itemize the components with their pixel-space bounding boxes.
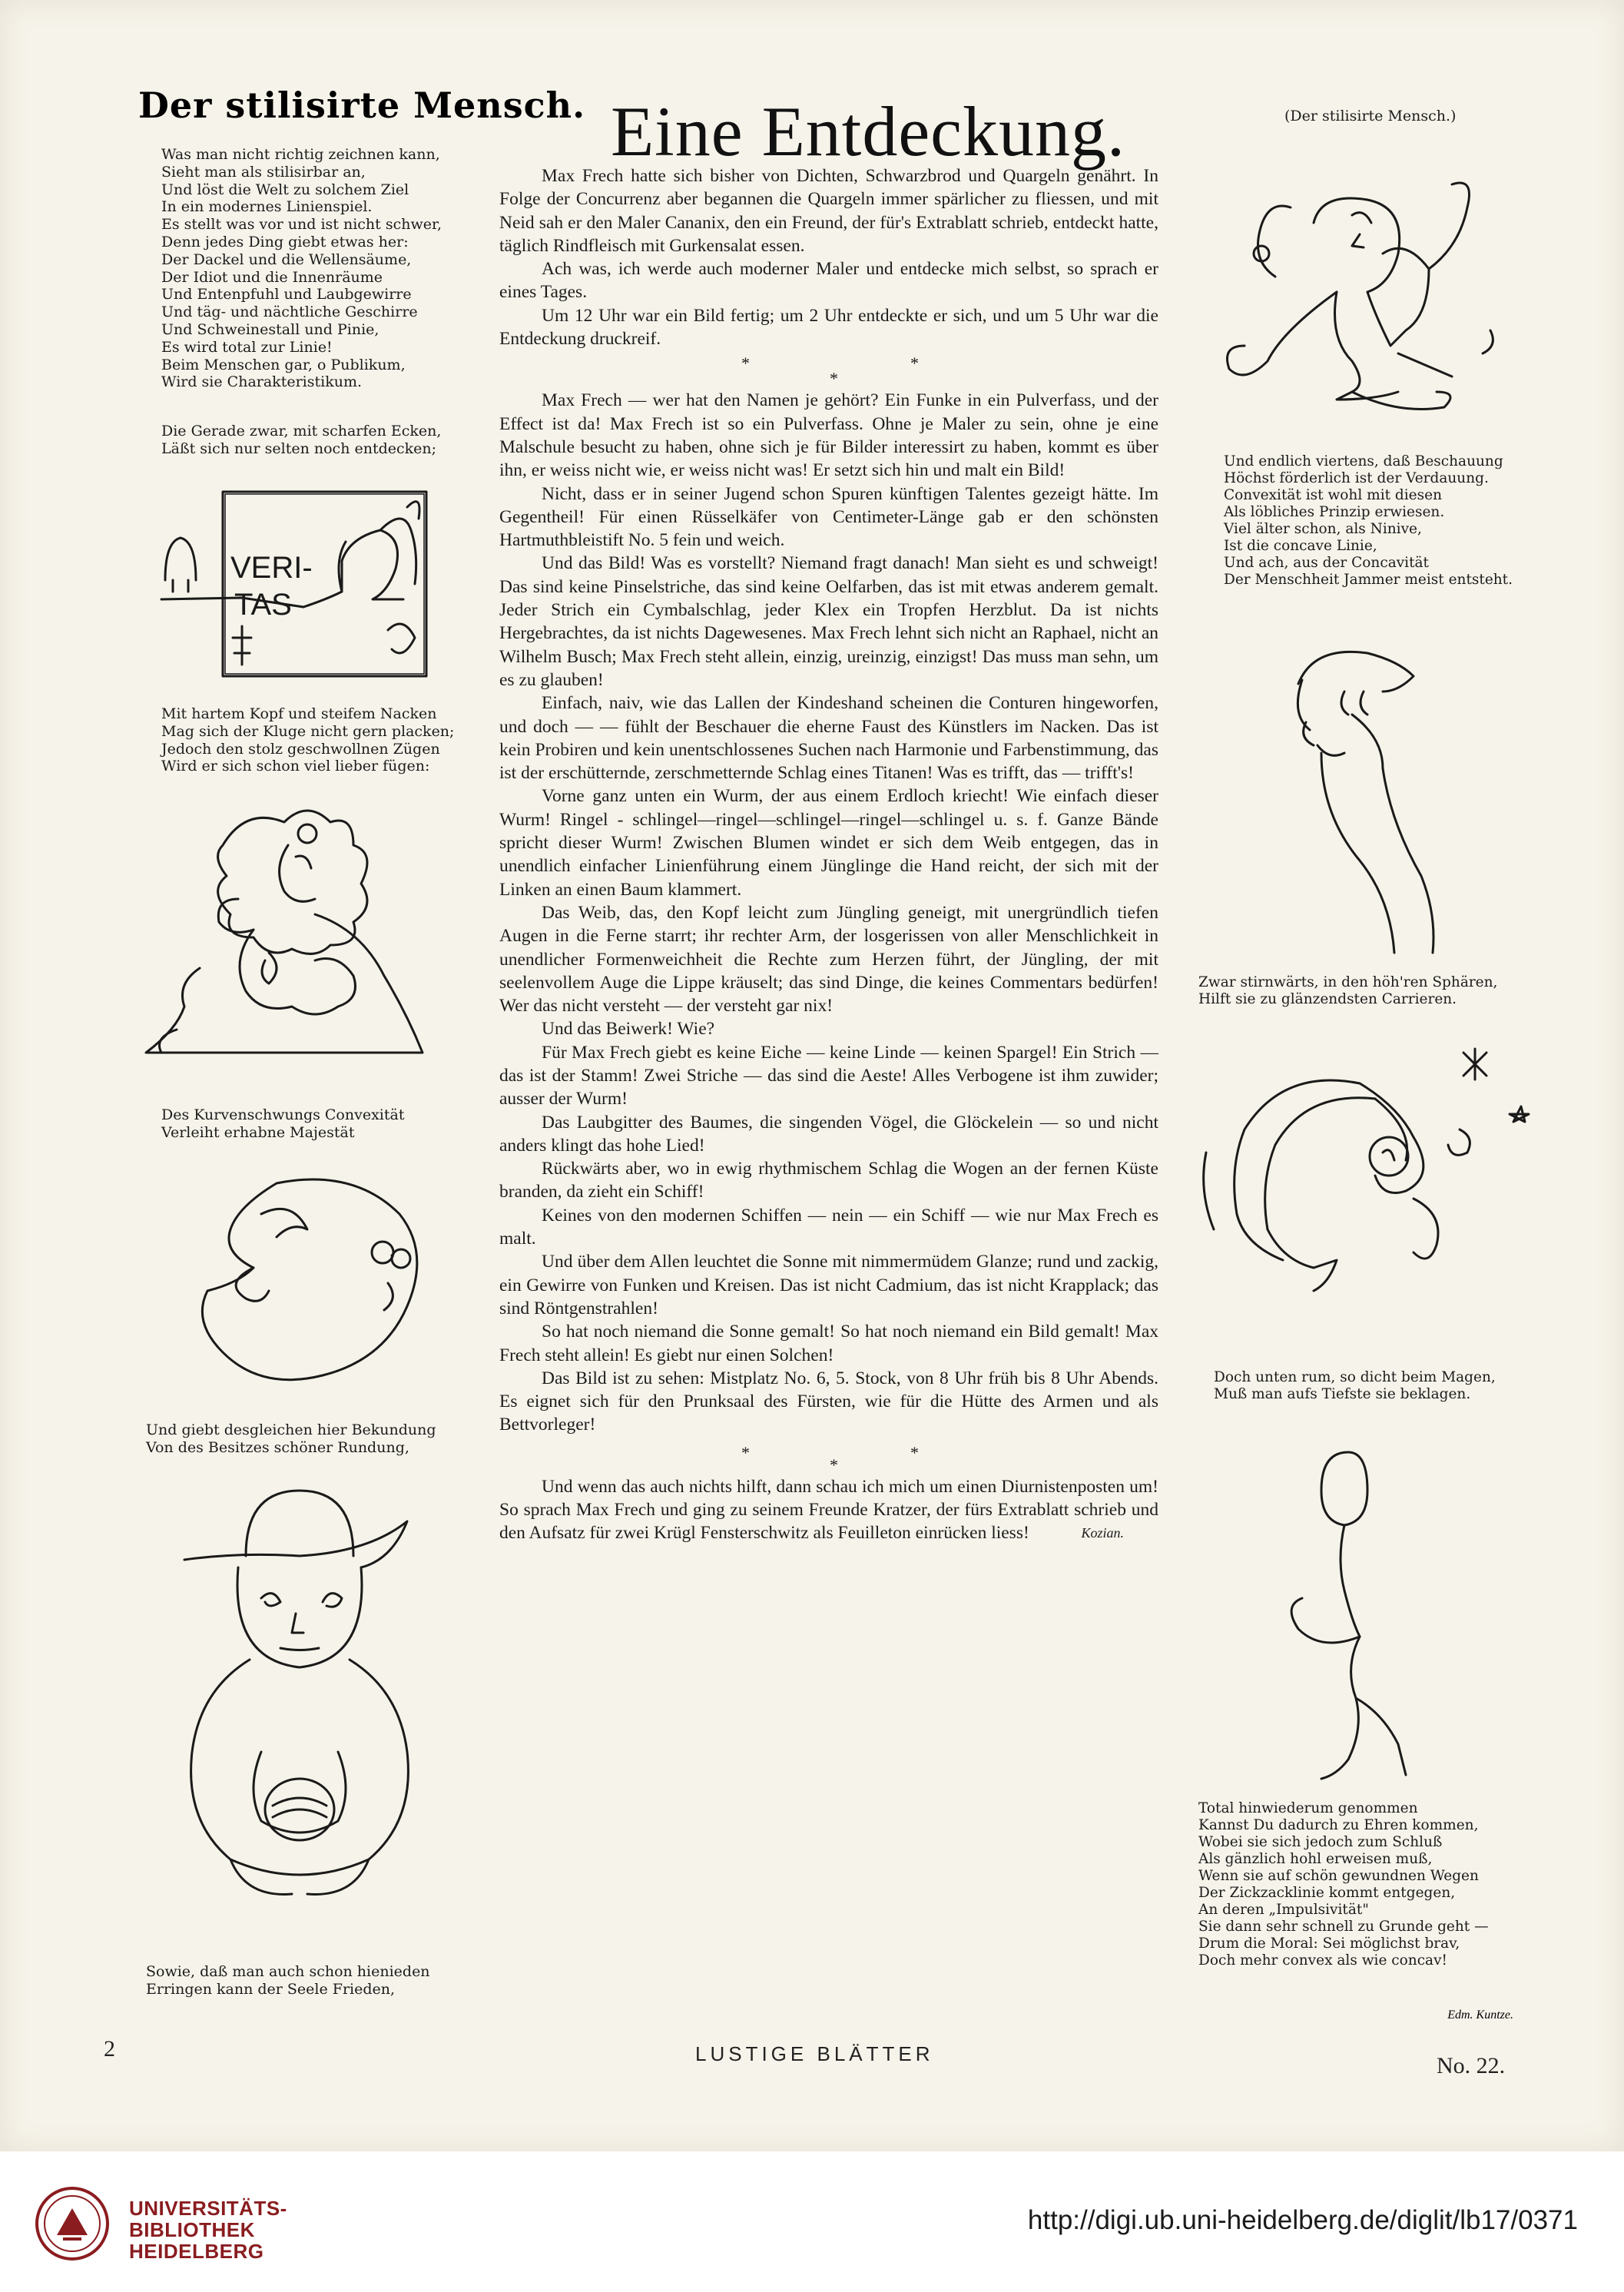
- verse-line: Doch unten rum, so dicht beim Magen,: [1214, 1369, 1496, 1385]
- article-paragraph: [499, 1367, 1158, 1437]
- verse-line: Läßt sich nur selten noch entdecken;: [161, 439, 437, 457]
- verse-line: Was man nicht richtig zeichnen kann,: [161, 146, 440, 163]
- paragraph-text: Für Max Frech giebt es keine Eiche — keine Linde — keinen Spargel! Ein Strich — das ist der Stamm! Zwei Striche — das sind die Aeste! Alles Verbogene ist ihm zuwider; ausser der Wurm!: [499, 1042, 1158, 1110]
- verse-line: Der Zickzacklinie kommt entgegen,: [1198, 1885, 1456, 1901]
- poem-stanza-3: [161, 705, 454, 775]
- article-paragraph: [499, 552, 1158, 692]
- right-verse-3: [1214, 1369, 1496, 1403]
- paragraph-text: Nicht, dass er in seiner Jugend schon Spuren künftigen Talentes gezeigt hätte. Im Gegentheil! Für einen Rüsselkäfer von Centimeter-Länge gab er den schönsten Hartmuthbleistift No. 5 fein und weich.: [499, 483, 1158, 551]
- verse-line: Zwar stirnwärts, in den höh'ren Sphären,: [1198, 974, 1498, 990]
- verse-line: Mit hartem Kopf und steifem Nacken: [161, 705, 437, 722]
- source-url[interactable]: http://digi.ub.uni-heidelberg.de/diglit/lb17/0371: [1027, 2205, 1578, 2235]
- paragraph-text: Das Weib, das, den Kopf leicht zum Jüngling geneigt, mit unergründlich tiefen Augen in die Ferne starrt; ihr rechter Arm, der losgerissen von aller Menschlichkeit in unendlicher Formenweichheit die Rechte zum Herzen führt, der Jüngling, der mit seelenvollem Auge die Lippe kräuselt; das sind Dinge, die keines Commentars bedürfen! Wer das nicht versteht — der versteht gar nix!: [499, 902, 1158, 1017]
- verse-line: Und endlich viertens, daß Beschauung: [1224, 453, 1503, 469]
- moon-face-illustration: [177, 1168, 453, 1398]
- article-paragraph: [499, 1320, 1158, 1367]
- bent-figure-illustration: [1198, 161, 1506, 423]
- verse-line: Jedoch den stolz geschwollnen Zügen: [161, 740, 440, 758]
- verse-line: Sowie, daß man auch schon hienieden: [146, 1963, 430, 1980]
- right-verse-1: [1224, 453, 1513, 589]
- article-paragraph: [499, 483, 1158, 552]
- article-paragraph: [499, 1250, 1158, 1320]
- paragraph-text: Max Frech — wer hat den Namen je gehört? Ein Funke in ein Pulverfass, und der Effect ist da! Max Frech ist so ein Pulverfass. Ohne je Maler zu sein, ohne je eine Malschule besucht zu haben, ohne sich je für Bilder interessirt zu haben, kommt es über ihn, er weiss nicht wie, er weiss nicht was! Er setzt sich hin und malt ein Bild!: [499, 390, 1158, 481]
- verse-line: Total hinwiederum genommen: [1198, 1800, 1418, 1816]
- poem-stanza-2: [161, 423, 441, 458]
- paragraph-text: Das Bild ist zu sehen: Mistplatz No. 6, 5. Stock, von 8 Uhr früh bis 8 Uhr Abends. Es eignet sich für den Prunksaal des Fürsten, wie für die Hütte des Armen und als Bettvorleger!: [499, 1368, 1158, 1435]
- section-separator-1: [499, 350, 1158, 389]
- verse-line: Und täg- und nächtliche Geschirre: [161, 303, 418, 321]
- curved-figure-illustration: [1183, 1037, 1521, 1345]
- verse-line: Drum die Moral: Sei möglichst brav,: [1198, 1935, 1460, 1952]
- article-author: Kozian.: [1081, 1525, 1124, 1541]
- verse-line: Wird sie Charakteristikum.: [161, 373, 362, 391]
- library-footer-bar: [0, 2151, 1624, 2292]
- paragraph-text: Und das Bild! Was es vorstellt? Niemand fragt danach! Man sieht es und schweigt! Das sind keine Pinselstriche, das sind keine Oelfarben, das ist mit etwas anderem gemalt. Jeder Strich ein Cymbalschlag, jeder Klex ein Tropfen Herzblut. Da ist nichts Hergebrachtes, da ist nichts Dagewesenes. Max Frech lehnt sich nicht an Raphael, nicht an Wilhelm Busch; Max Frech steht allein, einzig, ureinzig, einzigst! Das muss man sehn, um es zu glauben!: [499, 553, 1158, 690]
- verse-line: Und Schweinestall und Pinie,: [161, 320, 379, 338]
- paragraph-text: Und das Beiwerk! Wie?: [542, 1019, 715, 1040]
- verse-line: In ein modernes Linienspiel.: [161, 198, 373, 216]
- page-number: 2: [104, 2036, 115, 2061]
- veritas-illustration: [150, 484, 434, 688]
- paragraph-text: Einfach, naiv, wie das Lallen der Kindeshand scheinen die Conturen hingeworfen, und doch — — fühlt der Beschauer die eherne Faust des Künstlers im Nacken. Das ist kein Probiren und kein unentschlossenes Suchen nach Harmonie und Farbenstimmung, das ist der erschütternde, zerschmetternde Schlag eines Titanen! Was es trifft, das — trifft's!: [499, 693, 1158, 784]
- verse-line: Der Idiot und die Innenräume: [161, 268, 383, 286]
- poem-stanza-4: [161, 1106, 404, 1142]
- poem-stanza-5: [146, 1421, 436, 1457]
- round-man-illustration: [146, 1460, 453, 1921]
- article-conclusion: [499, 1475, 1158, 1545]
- article-paragraph: [499, 304, 1158, 351]
- verse-line: Doch mehr convex als wie concav!: [1198, 1952, 1447, 1969]
- paragraph-text: Keines von den modernen Schiffen — nein — ein Schiff — wie nur Max Frech es malt.: [499, 1205, 1158, 1249]
- veritas-label-bottom: TAS: [234, 588, 292, 622]
- right-verse-4: [1198, 1800, 1489, 1969]
- paragraph-text: Vorne ganz unten ein Wurm, der aus einem Erdloch kriecht! Wie einfach dieser Wurm! Ringel - schlingel—ringel—schlingel—ringel—schlingel u. s. f. Ganze Bände spricht dieser Wurm! Zwischen Blumen windet er sich dem Weib entgegen, das in unendlich einfacher Linienführung einem Jünglinge die Hand reicht, der sich mit der Linken an einen Baum klammert.: [499, 786, 1158, 900]
- convex-woman-illustration: [131, 799, 446, 1076]
- verse-line: Beim Menschen gar, o Publikum,: [161, 356, 406, 373]
- paragraph-text: Das Laubgitter des Baumes, die singenden Vögel, die Glöckelein — so und nicht anders klingt das hohe Lied!: [499, 1112, 1158, 1156]
- verse-line: Als gänzlich hohl erweisen muß,: [1198, 1851, 1433, 1867]
- right-column-signature: Edm. Kuntze.: [1447, 2008, 1513, 2022]
- separator-star: *: [830, 369, 838, 389]
- article-paragraph: [499, 257, 1158, 304]
- separator-star: *: [741, 353, 750, 373]
- verse-line: Sie dann sehr schnell zu Grunde geht —: [1198, 1919, 1489, 1935]
- separator-star: *: [910, 353, 919, 373]
- verse-line: Muß man aufs Tiefste sie beklagen.: [1214, 1386, 1471, 1402]
- library-name-line: BIBLIOTHEK: [129, 2218, 255, 2241]
- verse-line: Hilft sie zu glänzendsten Carrieren.: [1198, 991, 1457, 1007]
- verse-line: Und giebt desgleichen hier Bekundung: [146, 1421, 436, 1438]
- right-column-header: (Der stilisirte Mensch.): [1284, 108, 1457, 124]
- veritas-label-top: VERI-: [230, 551, 313, 585]
- verse-line: Erringen kann der Seele Frieden,: [146, 1980, 396, 1998]
- verse-line: Mag sich der Kluge nicht gern placken;: [161, 722, 455, 740]
- lamp-flame: [165, 538, 196, 580]
- poem-stanza-1: [161, 146, 442, 391]
- article-paragraph: [499, 1017, 1158, 1040]
- paragraph-text: Um 12 Uhr war ein Bild fertig; um 2 Uhr entdeckte er sich, und um 5 Uhr war die Entdeckung druckreif.: [499, 305, 1158, 350]
- article-body: [499, 164, 1158, 1545]
- verse-line: Als löbliches Prinzip erwiesen.: [1224, 504, 1445, 520]
- verse-line: Es wird total zur Linie!: [161, 338, 333, 356]
- paragraph-text: Und über dem Allen leuchtet die Sonne mit nimmermüdem Glanze; rund und zackig, ein Gewirre von Funken und Kreisen. Das ist nicht Cadmium, das ist nicht Krapplack; das sind Röntgenstrahlen!: [499, 1252, 1158, 1318]
- verse-line: Des Kurvenschwungs Convexität: [161, 1106, 405, 1123]
- verse-line: Von des Besitzes schöner Rundung,: [146, 1438, 409, 1456]
- verse-line: Wenn sie auf schön gewundnen Wegen: [1198, 1868, 1479, 1884]
- verse-line: Sieht man als stilisirbar an,: [161, 163, 366, 181]
- verse-line: Wobei sie sich jedoch zum Schluß: [1198, 1834, 1443, 1850]
- verse-line: Ist die concave Linie,: [1224, 538, 1377, 554]
- paragraph-text: Und wenn das auch nichts hilft, dann schau ich mich um einen Diurnistenposten um! So sprach Max Frech und ging zu seinem Freunde Kratzer, der fürs Extrablatt schrieb und den Aufsatz für zwei Krügl Fensterschwitz als Feuilleton einrücken liess!: [499, 1476, 1158, 1544]
- article-paragraph: [499, 1041, 1158, 1111]
- separator-star: *: [910, 1442, 919, 1462]
- magazine-name: LUSTIGE BLÄTTER: [695, 2042, 934, 2065]
- verse-line: Und ach, aus der Concavität: [1224, 555, 1429, 571]
- issue-number: No. 22.: [1437, 2053, 1506, 2078]
- article-paragraph: [499, 389, 1158, 482]
- article-intro: [499, 164, 1158, 350]
- zigzag-figure-illustration: [1229, 1437, 1460, 1790]
- verse-line: Höchst förderlich ist der Verdauung.: [1224, 470, 1489, 486]
- article-paragraph: [499, 901, 1158, 1017]
- university-seal-icon: [34, 2185, 111, 2262]
- paragraph-text: Max Frech hatte sich bisher von Dichten, Schwarzbrod und Quargeln genährt. In Folge der Concurrenz aber begannen die Quargeln immer spärlicher zu fliessen, und mit Neid sah er den Maler Cananix, den ein Freund, der für's Extrablatt schrieb, entdeckt hatte, täglich Rindfleisch mit Gurkensalat essen.: [499, 166, 1158, 256]
- verse-line: Denn jedes Ding giebt etwas her:: [161, 233, 409, 250]
- separator-star: *: [830, 1454, 838, 1474]
- verse-line: Verleiht erhabne Majestät: [161, 1123, 355, 1141]
- article-paragraph: [499, 784, 1158, 901]
- article-paragraph: [499, 1204, 1158, 1251]
- verse-line: Der Menschheit Jammer meist entsteht.: [1224, 572, 1513, 588]
- library-name-line: HEIDELBERG: [129, 2240, 264, 2263]
- separator-star: *: [741, 1442, 750, 1462]
- verse-line: Kannst Du dadurch zu Ehren kommen,: [1198, 1817, 1479, 1833]
- poem-stanza-6: [146, 1963, 430, 1998]
- verse-line: An deren „Impulsivität": [1198, 1902, 1369, 1918]
- library-name: [129, 2197, 287, 2262]
- concave-profile-illustration: [1245, 630, 1444, 960]
- article-main: [499, 389, 1158, 1436]
- article-paragraph: [499, 1475, 1158, 1545]
- paragraph-text: So hat noch niemand die Sonne gemalt! So hat noch niemand ein Bild gemalt! Max Frech steht allein! Es giebt nur einen Solchen!: [499, 1322, 1158, 1365]
- verse-line: Wird er sich schon viel lieber fügen:: [161, 758, 430, 775]
- verse-line: Und Entenpfuhl und Laubgewirre: [161, 286, 412, 303]
- paragraph-text: Rückwärts aber, wo in ewig rhythmischem Schlag die Wogen an der fernen Küste branden, da zieht ein Schiff!: [499, 1159, 1158, 1202]
- right-verse-2: [1198, 974, 1497, 1008]
- paragraph-text: Ach was, ich werde auch moderner Maler und entdecke mich selbst, so sprach er eines Tages.: [499, 259, 1158, 303]
- verse-line: Die Gerade zwar, mit scharfen Ecken,: [161, 423, 442, 439]
- verse-line: Convexität ist wohl mit diesen: [1224, 487, 1442, 503]
- article-title: Eine Entdeckung.: [610, 92, 1126, 171]
- article-paragraph: [499, 1157, 1158, 1204]
- section-separator-2: [499, 1437, 1158, 1475]
- verse-line: Und löst die Welt zu solchem Ziel: [161, 181, 409, 198]
- article-paragraph: [499, 164, 1158, 257]
- article-paragraph: [499, 692, 1158, 784]
- verse-line: Viel älter schon, als Ninive,: [1224, 521, 1422, 537]
- library-name-line: UNIVERSITÄTS-: [129, 2197, 287, 2220]
- verse-line: Der Dackel und die Wellensäume,: [161, 250, 412, 268]
- article-paragraph: [499, 1111, 1158, 1158]
- left-column-title: Der stilisirte Mensch.: [138, 85, 586, 126]
- verse-line: Es stellt was vor und ist nicht schwer,: [161, 216, 442, 234]
